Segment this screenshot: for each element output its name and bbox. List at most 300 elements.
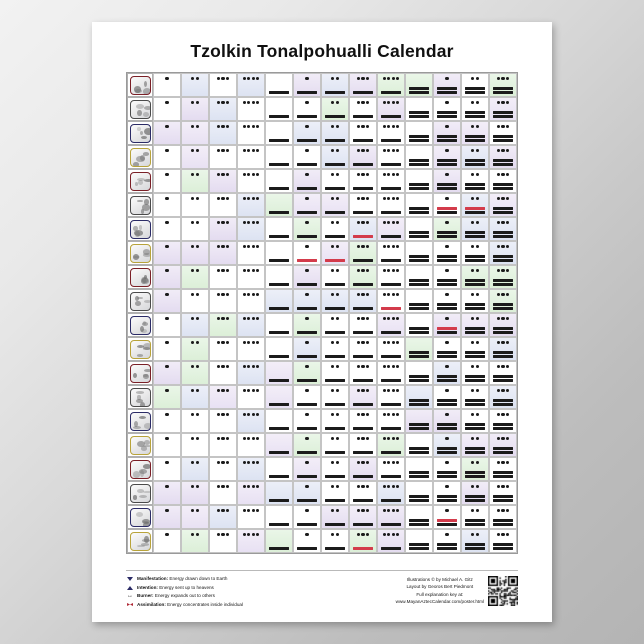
table-row[interactable] bbox=[321, 385, 349, 409]
table-row[interactable] bbox=[265, 145, 293, 169]
table-row[interactable] bbox=[153, 289, 181, 313]
table-row[interactable] bbox=[321, 193, 349, 217]
table-row[interactable] bbox=[405, 169, 433, 193]
table-row[interactable] bbox=[265, 457, 293, 481]
table-row[interactable] bbox=[209, 289, 237, 313]
table-row[interactable] bbox=[181, 265, 209, 289]
table-row[interactable] bbox=[461, 217, 489, 241]
table-row[interactable] bbox=[461, 121, 489, 145]
table-row[interactable] bbox=[181, 337, 209, 361]
table-row[interactable] bbox=[433, 73, 461, 97]
table-row[interactable] bbox=[181, 289, 209, 313]
table-row[interactable] bbox=[377, 145, 405, 169]
table-row[interactable] bbox=[349, 457, 377, 481]
table-row[interactable] bbox=[209, 361, 237, 385]
table-row[interactable] bbox=[349, 193, 377, 217]
table-row[interactable] bbox=[461, 385, 489, 409]
table-row[interactable] bbox=[293, 313, 321, 337]
table-row[interactable] bbox=[181, 217, 209, 241]
table-row[interactable] bbox=[377, 97, 405, 121]
table-row[interactable] bbox=[321, 529, 349, 553]
table-row[interactable] bbox=[377, 265, 405, 289]
table-row[interactable] bbox=[293, 433, 321, 457]
table-row[interactable] bbox=[293, 505, 321, 529]
table-row[interactable] bbox=[405, 409, 433, 433]
table-row[interactable] bbox=[405, 529, 433, 553]
table-row[interactable] bbox=[349, 337, 377, 361]
table-row[interactable] bbox=[153, 169, 181, 193]
table-row[interactable] bbox=[209, 313, 237, 337]
table-row[interactable] bbox=[461, 73, 489, 97]
table-row[interactable] bbox=[293, 73, 321, 97]
daysign-cell-6[interactable] bbox=[127, 193, 153, 217]
table-row[interactable] bbox=[461, 337, 489, 361]
table-row[interactable] bbox=[377, 289, 405, 313]
table-row[interactable] bbox=[405, 241, 433, 265]
table-row[interactable] bbox=[265, 337, 293, 361]
table-row[interactable] bbox=[209, 409, 237, 433]
table-row[interactable] bbox=[489, 385, 517, 409]
table-row[interactable] bbox=[461, 361, 489, 385]
table-row[interactable] bbox=[209, 193, 237, 217]
bar-group bbox=[353, 259, 373, 261]
table-row[interactable] bbox=[153, 409, 181, 433]
table-row[interactable] bbox=[265, 241, 293, 265]
table-row[interactable] bbox=[293, 457, 321, 481]
table-row[interactable] bbox=[433, 457, 461, 481]
table-row[interactable] bbox=[461, 481, 489, 505]
table-row[interactable] bbox=[405, 121, 433, 145]
table-row[interactable] bbox=[433, 169, 461, 193]
table-row[interactable] bbox=[321, 241, 349, 265]
dot-group bbox=[210, 485, 236, 488]
table-row[interactable] bbox=[237, 457, 265, 481]
table-row[interactable] bbox=[489, 217, 517, 241]
table-row[interactable] bbox=[321, 289, 349, 313]
table-row[interactable] bbox=[489, 193, 517, 217]
table-row[interactable] bbox=[377, 409, 405, 433]
table-row[interactable] bbox=[405, 505, 433, 529]
table-row[interactable] bbox=[321, 409, 349, 433]
table-row[interactable] bbox=[181, 169, 209, 193]
table-row[interactable] bbox=[265, 121, 293, 145]
daysign-cell-18[interactable] bbox=[127, 481, 153, 505]
dot-group bbox=[462, 389, 488, 392]
table-row[interactable] bbox=[489, 313, 517, 337]
table-row[interactable] bbox=[321, 457, 349, 481]
table-row[interactable] bbox=[349, 121, 377, 145]
table-row[interactable] bbox=[265, 409, 293, 433]
daysign-cell-15[interactable] bbox=[127, 409, 153, 433]
table-row[interactable] bbox=[293, 217, 321, 241]
table-row[interactable] bbox=[321, 481, 349, 505]
table-row[interactable] bbox=[461, 193, 489, 217]
daysign-cell-9[interactable] bbox=[127, 265, 153, 289]
table-row[interactable] bbox=[321, 121, 349, 145]
table-row[interactable] bbox=[349, 481, 377, 505]
table-row[interactable] bbox=[377, 121, 405, 145]
daysign-cell-10[interactable] bbox=[127, 289, 153, 313]
table-row[interactable] bbox=[265, 313, 293, 337]
table-row[interactable] bbox=[405, 457, 433, 481]
dot-group bbox=[294, 485, 320, 488]
table-row[interactable] bbox=[321, 145, 349, 169]
bar-group bbox=[269, 163, 289, 165]
table-row[interactable] bbox=[153, 337, 181, 361]
table-row[interactable] bbox=[349, 313, 377, 337]
table-row[interactable] bbox=[293, 409, 321, 433]
table-row[interactable] bbox=[153, 433, 181, 457]
bar-group bbox=[353, 187, 373, 189]
table-row[interactable] bbox=[237, 265, 265, 289]
table-row[interactable] bbox=[349, 73, 377, 97]
table-row[interactable] bbox=[321, 265, 349, 289]
table-row[interactable] bbox=[237, 433, 265, 457]
table-row[interactable] bbox=[461, 265, 489, 289]
dot-group bbox=[322, 533, 348, 536]
table-row[interactable] bbox=[349, 361, 377, 385]
daysign-cell-19[interactable] bbox=[127, 505, 153, 529]
table-row[interactable] bbox=[181, 241, 209, 265]
table-row[interactable] bbox=[433, 289, 461, 313]
table-row[interactable] bbox=[209, 433, 237, 457]
table-row[interactable] bbox=[237, 169, 265, 193]
table-row[interactable] bbox=[433, 145, 461, 169]
daysign-cell-1[interactable] bbox=[127, 73, 153, 97]
table-row[interactable] bbox=[461, 145, 489, 169]
daysign-cell-13[interactable] bbox=[127, 361, 153, 385]
table-row[interactable] bbox=[433, 409, 461, 433]
table-row[interactable] bbox=[237, 145, 265, 169]
table-row[interactable] bbox=[489, 529, 517, 553]
table-row[interactable] bbox=[293, 385, 321, 409]
table-row[interactable] bbox=[293, 481, 321, 505]
table-row[interactable] bbox=[349, 409, 377, 433]
table-row[interactable] bbox=[237, 361, 265, 385]
table-row[interactable] bbox=[293, 241, 321, 265]
table-row[interactable] bbox=[489, 145, 517, 169]
table-row[interactable] bbox=[181, 505, 209, 529]
table-row[interactable] bbox=[209, 457, 237, 481]
table-row[interactable] bbox=[293, 529, 321, 553]
table-row[interactable] bbox=[377, 193, 405, 217]
table-row[interactable] bbox=[181, 361, 209, 385]
table-row[interactable] bbox=[349, 217, 377, 241]
table-row[interactable] bbox=[377, 217, 405, 241]
table-row[interactable] bbox=[237, 241, 265, 265]
table-row[interactable] bbox=[349, 529, 377, 553]
table-row[interactable] bbox=[181, 409, 209, 433]
table-row[interactable] bbox=[405, 145, 433, 169]
table-row[interactable] bbox=[293, 265, 321, 289]
table-row[interactable] bbox=[153, 217, 181, 241]
table-row[interactable] bbox=[405, 385, 433, 409]
table-row[interactable] bbox=[377, 385, 405, 409]
table-row[interactable] bbox=[377, 505, 405, 529]
table-row[interactable] bbox=[377, 529, 405, 553]
table-row[interactable] bbox=[349, 241, 377, 265]
credits-url[interactable]: www.MayanAztecCalendar.com/poster.html bbox=[395, 599, 484, 605]
table-row[interactable] bbox=[153, 361, 181, 385]
table-row[interactable] bbox=[209, 337, 237, 361]
table-row[interactable] bbox=[405, 481, 433, 505]
table-row[interactable] bbox=[489, 241, 517, 265]
table-row[interactable] bbox=[321, 73, 349, 97]
table-row[interactable] bbox=[433, 361, 461, 385]
table-row[interactable] bbox=[433, 217, 461, 241]
table-row[interactable] bbox=[489, 73, 517, 97]
table-row[interactable] bbox=[209, 385, 237, 409]
table-row[interactable] bbox=[265, 289, 293, 313]
table-row[interactable] bbox=[153, 385, 181, 409]
table-row[interactable] bbox=[349, 145, 377, 169]
table-row[interactable] bbox=[293, 97, 321, 121]
daysign-cell-14[interactable] bbox=[127, 385, 153, 409]
table-row[interactable] bbox=[461, 409, 489, 433]
table-row[interactable] bbox=[153, 73, 181, 97]
bar-group bbox=[409, 327, 429, 333]
table-row[interactable] bbox=[209, 145, 237, 169]
table-row[interactable] bbox=[461, 313, 489, 337]
table-row[interactable] bbox=[489, 505, 517, 529]
table-row[interactable] bbox=[405, 97, 433, 121]
table-row[interactable] bbox=[489, 481, 517, 505]
table-row[interactable] bbox=[377, 313, 405, 337]
table-row[interactable] bbox=[209, 97, 237, 121]
table-row[interactable] bbox=[377, 433, 405, 457]
table-row[interactable] bbox=[433, 337, 461, 361]
table-row[interactable] bbox=[237, 313, 265, 337]
table-row[interactable] bbox=[461, 529, 489, 553]
dot-group bbox=[294, 77, 320, 80]
table-row[interactable] bbox=[153, 121, 181, 145]
table-row[interactable] bbox=[489, 433, 517, 457]
table-row[interactable] bbox=[433, 481, 461, 505]
table-row[interactable] bbox=[265, 97, 293, 121]
table-row[interactable] bbox=[433, 505, 461, 529]
table-row[interactable] bbox=[237, 121, 265, 145]
table-row[interactable] bbox=[405, 433, 433, 457]
dot-group bbox=[378, 509, 404, 512]
table-row[interactable] bbox=[377, 73, 405, 97]
table-row[interactable] bbox=[153, 265, 181, 289]
table-row[interactable] bbox=[181, 73, 209, 97]
table-row[interactable] bbox=[405, 313, 433, 337]
table-row[interactable] bbox=[181, 529, 209, 553]
table-row[interactable] bbox=[265, 217, 293, 241]
table-row[interactable] bbox=[181, 481, 209, 505]
table-row[interactable] bbox=[181, 97, 209, 121]
table-row[interactable] bbox=[265, 361, 293, 385]
table-row[interactable] bbox=[265, 481, 293, 505]
table-row[interactable] bbox=[153, 529, 181, 553]
table-row[interactable] bbox=[153, 313, 181, 337]
table-row[interactable] bbox=[321, 313, 349, 337]
table-row[interactable] bbox=[489, 97, 517, 121]
table-row[interactable] bbox=[265, 193, 293, 217]
bar-group bbox=[297, 379, 317, 381]
table-row[interactable] bbox=[293, 169, 321, 193]
table-row[interactable] bbox=[489, 169, 517, 193]
table-row[interactable] bbox=[321, 505, 349, 529]
table-row[interactable] bbox=[209, 529, 237, 553]
table-row[interactable] bbox=[265, 169, 293, 193]
table-row[interactable] bbox=[153, 145, 181, 169]
table-row[interactable] bbox=[237, 529, 265, 553]
table-row[interactable] bbox=[461, 97, 489, 121]
dot-group bbox=[378, 101, 404, 104]
table-row[interactable] bbox=[461, 457, 489, 481]
table-row[interactable] bbox=[237, 73, 265, 97]
table-row[interactable] bbox=[433, 313, 461, 337]
table-row[interactable] bbox=[265, 433, 293, 457]
bar-group bbox=[381, 355, 401, 357]
table-row[interactable] bbox=[237, 409, 265, 433]
table-row[interactable] bbox=[209, 121, 237, 145]
table-row[interactable] bbox=[181, 433, 209, 457]
table-row[interactable] bbox=[433, 97, 461, 121]
table-row[interactable] bbox=[461, 241, 489, 265]
table-row[interactable] bbox=[377, 337, 405, 361]
table-row[interactable] bbox=[405, 361, 433, 385]
table-row[interactable] bbox=[293, 289, 321, 313]
daysign-cell-17[interactable] bbox=[127, 457, 153, 481]
table-row[interactable] bbox=[349, 97, 377, 121]
table-row[interactable] bbox=[153, 505, 181, 529]
table-row[interactable] bbox=[321, 169, 349, 193]
table-row[interactable] bbox=[265, 385, 293, 409]
table-row[interactable] bbox=[405, 289, 433, 313]
table-row[interactable] bbox=[489, 409, 517, 433]
table-row[interactable] bbox=[489, 457, 517, 481]
table-row[interactable] bbox=[349, 385, 377, 409]
table-row[interactable] bbox=[237, 97, 265, 121]
table-row[interactable] bbox=[405, 265, 433, 289]
table-row[interactable] bbox=[349, 289, 377, 313]
table-row[interactable] bbox=[293, 193, 321, 217]
bar-group bbox=[465, 519, 485, 525]
table-row[interactable] bbox=[209, 241, 237, 265]
table-row[interactable] bbox=[181, 145, 209, 169]
table-row[interactable] bbox=[405, 337, 433, 361]
table-row[interactable] bbox=[349, 433, 377, 457]
table-row[interactable] bbox=[489, 265, 517, 289]
table-row[interactable] bbox=[377, 481, 405, 505]
table-row[interactable] bbox=[181, 313, 209, 337]
daysign-cell-3[interactable] bbox=[127, 121, 153, 145]
table-row[interactable] bbox=[237, 337, 265, 361]
table-row[interactable] bbox=[153, 481, 181, 505]
table-row[interactable] bbox=[405, 73, 433, 97]
qr-code[interactable] bbox=[488, 576, 518, 606]
daysign-cell-7[interactable] bbox=[127, 217, 153, 241]
table-row[interactable] bbox=[265, 529, 293, 553]
table-row[interactable] bbox=[321, 361, 349, 385]
table-row[interactable] bbox=[489, 121, 517, 145]
wind-glyph bbox=[130, 100, 151, 119]
table-row[interactable] bbox=[433, 265, 461, 289]
table-row[interactable] bbox=[265, 505, 293, 529]
table-row[interactable] bbox=[377, 241, 405, 265]
table-row[interactable] bbox=[405, 217, 433, 241]
table-row[interactable] bbox=[489, 337, 517, 361]
daysign-cell-20[interactable] bbox=[127, 529, 153, 553]
table-row[interactable] bbox=[265, 73, 293, 97]
table-row[interactable] bbox=[153, 97, 181, 121]
daysign-cell-4[interactable] bbox=[127, 145, 153, 169]
daysign-cell-2[interactable] bbox=[127, 97, 153, 121]
table-row[interactable] bbox=[461, 169, 489, 193]
dot-group bbox=[322, 485, 348, 488]
daysign-cell-5[interactable] bbox=[127, 169, 153, 193]
table-row[interactable] bbox=[209, 481, 237, 505]
table-row[interactable] bbox=[181, 385, 209, 409]
dot-group bbox=[378, 317, 404, 320]
table-row[interactable] bbox=[433, 385, 461, 409]
table-row[interactable] bbox=[293, 121, 321, 145]
table-row[interactable] bbox=[293, 361, 321, 385]
table-row[interactable] bbox=[377, 457, 405, 481]
table-row[interactable] bbox=[237, 217, 265, 241]
table-row[interactable] bbox=[433, 121, 461, 145]
table-row[interactable] bbox=[377, 169, 405, 193]
table-row[interactable] bbox=[461, 433, 489, 457]
table-row[interactable] bbox=[461, 289, 489, 313]
bar-group bbox=[409, 111, 429, 117]
table-row[interactable] bbox=[209, 265, 237, 289]
table-row[interactable] bbox=[293, 337, 321, 361]
table-row[interactable] bbox=[349, 169, 377, 193]
table-row[interactable] bbox=[489, 361, 517, 385]
table-row[interactable] bbox=[433, 241, 461, 265]
table-row[interactable] bbox=[265, 265, 293, 289]
daysign-cell-12[interactable] bbox=[127, 337, 153, 361]
table-row[interactable] bbox=[237, 505, 265, 529]
table-row[interactable] bbox=[461, 505, 489, 529]
table-row[interactable] bbox=[349, 505, 377, 529]
table-row[interactable] bbox=[209, 169, 237, 193]
table-row[interactable] bbox=[153, 241, 181, 265]
table-row[interactable] bbox=[293, 145, 321, 169]
table-row[interactable] bbox=[321, 97, 349, 121]
table-row[interactable] bbox=[181, 457, 209, 481]
table-row[interactable] bbox=[153, 457, 181, 481]
table-row[interactable] bbox=[237, 289, 265, 313]
table-row[interactable] bbox=[377, 361, 405, 385]
table-row[interactable] bbox=[181, 193, 209, 217]
table-row[interactable] bbox=[209, 217, 237, 241]
table-row[interactable] bbox=[321, 217, 349, 241]
table-row[interactable] bbox=[433, 193, 461, 217]
table-row[interactable] bbox=[181, 121, 209, 145]
daysign-cell-11[interactable] bbox=[127, 313, 153, 337]
table-row[interactable] bbox=[433, 433, 461, 457]
table-row[interactable] bbox=[405, 193, 433, 217]
table-row[interactable] bbox=[237, 385, 265, 409]
daysign-cell-16[interactable] bbox=[127, 433, 153, 457]
table-row[interactable] bbox=[209, 505, 237, 529]
table-row[interactable] bbox=[433, 529, 461, 553]
table-row[interactable] bbox=[209, 73, 237, 97]
daysign-cell-8[interactable] bbox=[127, 241, 153, 265]
table-row[interactable] bbox=[489, 289, 517, 313]
table-row[interactable] bbox=[321, 337, 349, 361]
table-row[interactable] bbox=[321, 433, 349, 457]
table-row[interactable] bbox=[349, 265, 377, 289]
table-row[interactable] bbox=[237, 193, 265, 217]
table-row[interactable] bbox=[237, 481, 265, 505]
table-row[interactable] bbox=[153, 193, 181, 217]
